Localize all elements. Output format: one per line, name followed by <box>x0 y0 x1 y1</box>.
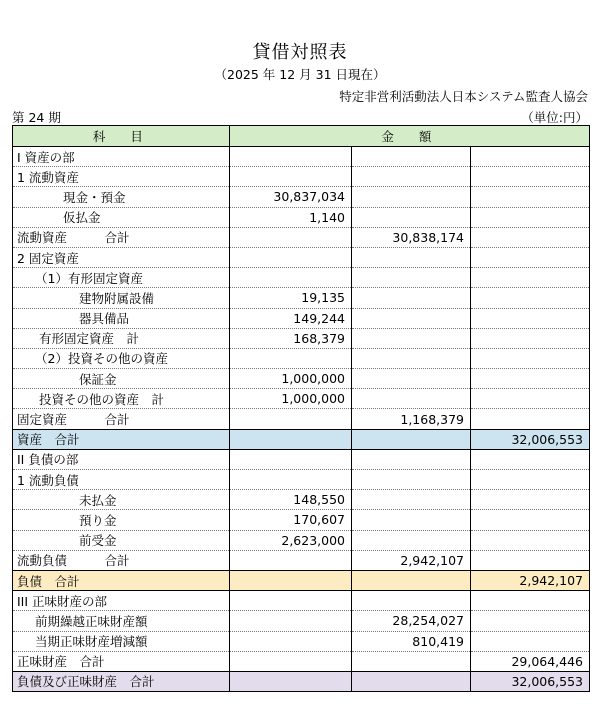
row-label: 正味財産 合計 <box>13 651 230 671</box>
table-row <box>13 389 590 409</box>
amount-c3 <box>471 470 590 490</box>
amount-c3 <box>471 308 590 328</box>
amount-c2 <box>352 530 471 550</box>
row-label: 負債 合計 <box>13 570 230 590</box>
amount-c3 <box>471 288 590 308</box>
table-row <box>13 449 590 469</box>
amount-c1 <box>230 470 352 490</box>
amount-c2 <box>352 268 471 288</box>
table-row <box>13 288 590 308</box>
amount-c1 <box>230 247 352 267</box>
amount-c2 <box>352 348 471 368</box>
amount-c1 <box>230 268 352 288</box>
document-date: （2025 年 12 月 31 日現在） <box>214 67 386 82</box>
amount-c2: 2,942,107 <box>352 550 471 570</box>
amount-c3 <box>471 510 590 530</box>
amount-c3: 32,006,553 <box>471 671 590 691</box>
row-label: 1 流動資産 <box>13 167 230 187</box>
table-row <box>13 510 590 530</box>
amount-c3 <box>471 631 590 651</box>
fiscal-period: 第 24 期 <box>12 110 61 125</box>
amount-c1 <box>230 449 352 469</box>
amount-c3 <box>471 187 590 207</box>
row-label: 当期正味財産増減額 <box>13 631 230 651</box>
amount-c1: 19,135 <box>230 288 352 308</box>
currency-unit: （単位:円） <box>521 110 588 125</box>
table-row <box>13 268 590 288</box>
amount-c3 <box>471 207 590 227</box>
amount-c2 <box>352 328 471 348</box>
row-label: 固定資産 合計 <box>13 409 230 429</box>
row-label: 1 流動負債 <box>13 470 230 490</box>
amount-c2 <box>352 288 471 308</box>
amount-c3: 2,942,107 <box>471 570 590 590</box>
amount-c3 <box>471 591 590 611</box>
amount-c2 <box>352 187 471 207</box>
row-label: 流動資産 合計 <box>13 227 230 247</box>
amount-c2 <box>352 490 471 510</box>
amount-c1 <box>230 611 352 631</box>
organization-name: 特定非営利活動法人日本システム監査人協会 <box>339 89 588 104</box>
amount-c3 <box>471 167 590 187</box>
amount-c3 <box>471 490 590 510</box>
row-label: 現金・預金 <box>13 187 230 207</box>
amount-c2 <box>352 147 471 167</box>
table-row <box>13 348 590 368</box>
row-label: 仮払金 <box>13 207 230 227</box>
table-row <box>13 369 590 389</box>
amount-c2: 30,838,174 <box>352 227 471 247</box>
amount-c1 <box>230 651 352 671</box>
amount-c3 <box>471 268 590 288</box>
row-label: 器具備品 <box>13 308 230 328</box>
amount-c2 <box>352 247 471 267</box>
amount-c1 <box>230 147 352 167</box>
amount-c1: 2,623,000 <box>230 530 352 550</box>
table-row <box>13 570 590 590</box>
amount-c2 <box>352 207 471 227</box>
table-row <box>13 550 590 570</box>
table-row <box>13 671 590 691</box>
row-label: （2）投資その他の資産 <box>13 348 230 368</box>
table-row <box>13 207 590 227</box>
amount-c3 <box>471 389 590 409</box>
amount-header: 金 額 <box>230 126 590 147</box>
amount-c2 <box>352 308 471 328</box>
row-label: （1）有形固定資産 <box>13 268 230 288</box>
table-row <box>13 167 590 187</box>
amount-c3 <box>471 611 590 631</box>
amount-c3 <box>471 328 590 348</box>
table-row <box>13 247 590 267</box>
amount-c2 <box>352 449 471 469</box>
amount-c1 <box>230 591 352 611</box>
amount-c1: 1,000,000 <box>230 369 352 389</box>
amount-c2 <box>352 389 471 409</box>
row-label: 2 固定資産 <box>13 247 230 267</box>
row-label: 流動負債 合計 <box>13 550 230 570</box>
amount-c1 <box>230 429 352 449</box>
amount-c1 <box>230 167 352 187</box>
subject-header: 科 目 <box>13 126 230 147</box>
amount-c3: 29,064,446 <box>471 651 590 671</box>
table-row <box>13 611 590 631</box>
row-label: I 資産の部 <box>13 147 230 167</box>
table-row <box>13 429 590 449</box>
table-row <box>13 591 590 611</box>
amount-c3 <box>471 247 590 267</box>
amount-c3 <box>471 409 590 429</box>
amount-c3: 32,006,553 <box>471 429 590 449</box>
amount-c1 <box>230 348 352 368</box>
amount-c3 <box>471 550 590 570</box>
amount-c2: 810,419 <box>352 631 471 651</box>
table-row <box>13 651 590 671</box>
amount-c1: 1,140 <box>230 207 352 227</box>
amount-c1 <box>230 570 352 590</box>
amount-c3 <box>471 449 590 469</box>
row-label: 投資その他の資産 計 <box>13 389 230 409</box>
amount-c1: 1,000,000 <box>230 389 352 409</box>
amount-c1: 30,837,034 <box>230 187 352 207</box>
table-row <box>13 530 590 550</box>
amount-c1 <box>230 409 352 429</box>
amount-c1 <box>230 671 352 691</box>
table-row <box>13 147 590 167</box>
amount-c2 <box>352 470 471 490</box>
amount-c2 <box>352 429 471 449</box>
amount-c3 <box>471 227 590 247</box>
table-header-row <box>13 126 590 147</box>
row-label: 有形固定資産 計 <box>13 328 230 348</box>
table-row <box>13 308 590 328</box>
row-label: 保証金 <box>13 369 230 389</box>
table-row <box>13 631 590 651</box>
row-label: II 負債の部 <box>13 449 230 469</box>
amount-c3 <box>471 530 590 550</box>
amount-c2 <box>352 369 471 389</box>
table-row <box>13 409 590 429</box>
row-label: 前受金 <box>13 530 230 550</box>
amount-c1: 168,379 <box>230 328 352 348</box>
amount-c2 <box>352 570 471 590</box>
row-label: 預り金 <box>13 510 230 530</box>
document-title: 貸借対照表 <box>252 42 348 63</box>
amount-c2 <box>352 167 471 187</box>
row-label: 資産 合計 <box>13 429 230 449</box>
table-row <box>13 227 590 247</box>
row-label: III 正味財産の部 <box>13 591 230 611</box>
amount-c3 <box>471 147 590 167</box>
amount-c1: 149,244 <box>230 308 352 328</box>
table-row <box>13 328 590 348</box>
amount-c3 <box>471 369 590 389</box>
row-label: 建物附属設備 <box>13 288 230 308</box>
row-label: 負債及び正味財産 合計 <box>13 671 230 691</box>
amount-c1 <box>230 550 352 570</box>
amount-c3 <box>471 348 590 368</box>
balance-sheet-table <box>12 125 590 692</box>
amount-c1 <box>230 631 352 651</box>
amount-c1 <box>230 227 352 247</box>
amount-c2 <box>352 510 471 530</box>
amount-c1: 148,550 <box>230 490 352 510</box>
amount-c1: 170,607 <box>230 510 352 530</box>
row-label: 未払金 <box>13 490 230 510</box>
table-row <box>13 490 590 510</box>
row-label: 前期繰越正味財産額 <box>13 611 230 631</box>
amount-c2 <box>352 671 471 691</box>
table-row <box>13 470 590 490</box>
amount-c2: 28,254,027 <box>352 611 471 631</box>
amount-c2: 1,168,379 <box>352 409 471 429</box>
amount-c2 <box>352 651 471 671</box>
table-row <box>13 187 590 207</box>
amount-c2 <box>352 591 471 611</box>
